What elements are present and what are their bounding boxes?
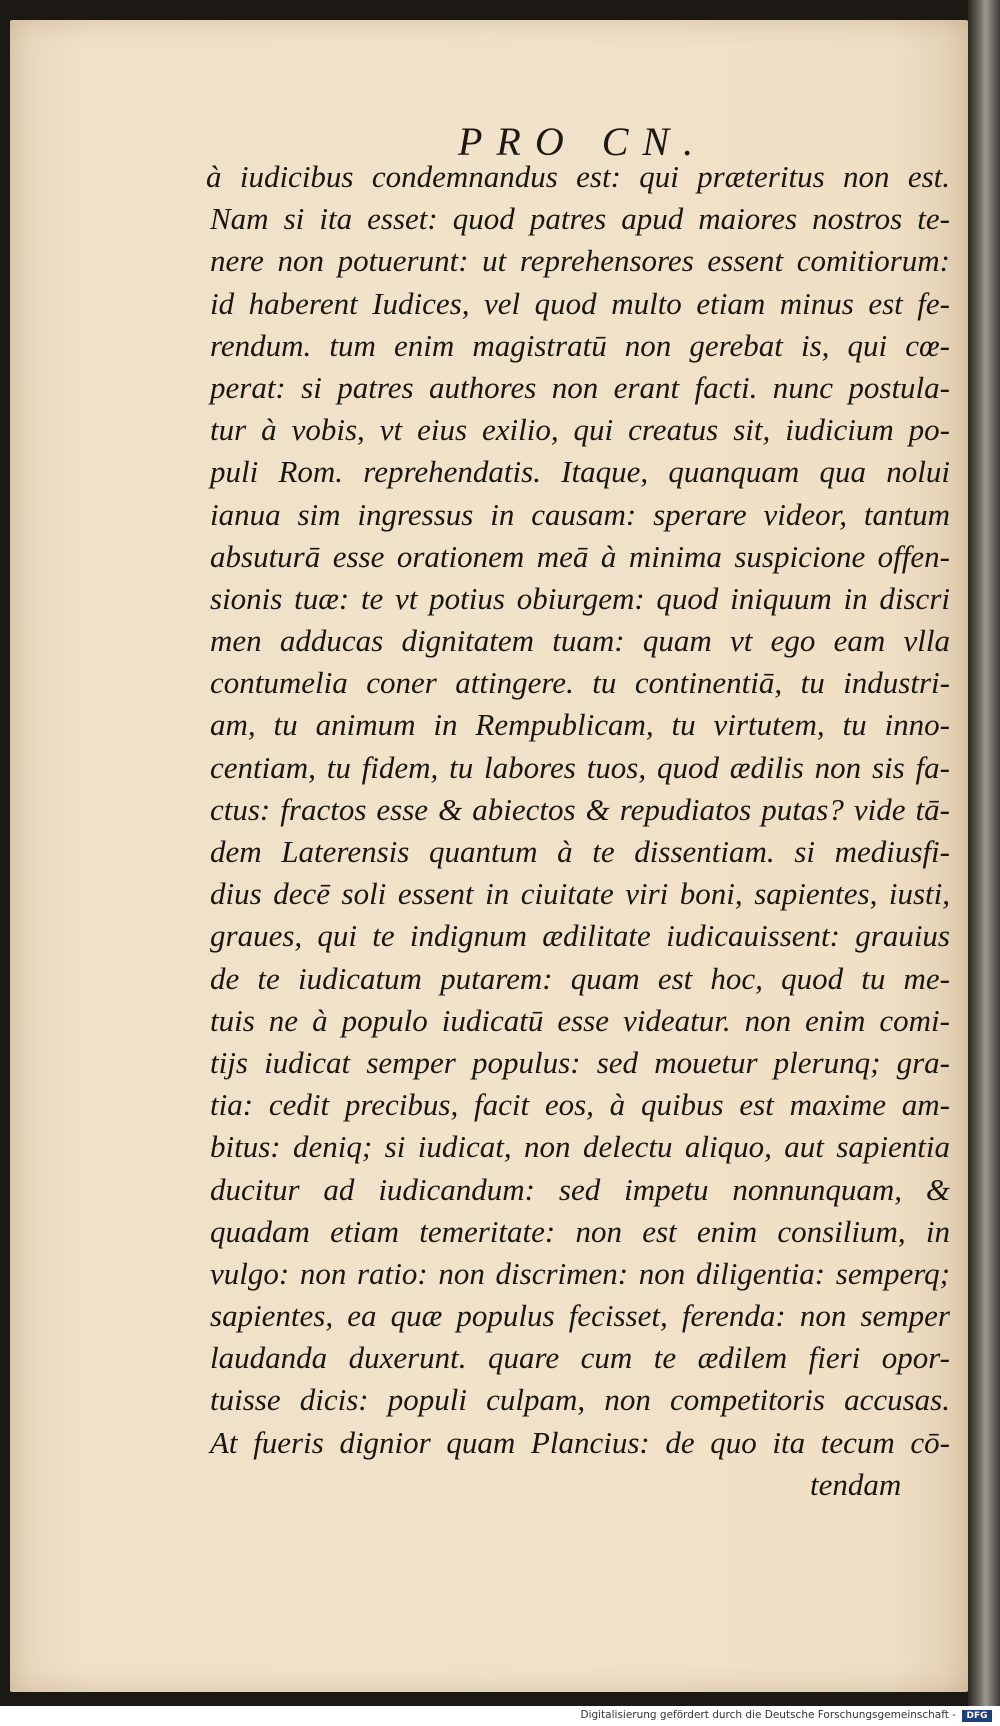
text-line: puli Rom. reprehendatis. Itaque, quanquam qua nolui [210, 454, 950, 490]
text-line: Nam si ita esset: quod patres apud maiores nostros te- [210, 201, 950, 237]
text-line: absuturā esse orationem meā à minima suspicione offen- [210, 538, 950, 574]
book-page [10, 20, 968, 1692]
footer-bar [0, 1706, 1000, 1726]
book-edge [968, 0, 1000, 1706]
text-line: tur à vobis, vt eius exilio, qui creatus sit, iudicium po- [210, 412, 950, 448]
text-line: centiam, tu fidem, tu labores tuos, quod ædilis non sis fa- [210, 749, 950, 785]
funding-credit: Digitalisierung gefördert durch die Deutsche Forschungsgemeinschaft - [580, 1709, 956, 1721]
text-line: bitus: deniq; si iudicat, non delectu aliquo, aut sapientia [210, 1129, 950, 1165]
text-line: sapientes, ea quæ populus fecisset, ferenda: non semper [210, 1298, 950, 1334]
text-line: à iudicibus condemnandus est: qui præteritus non est. [206, 159, 950, 194]
text-line: perat: si patres authores non erant facti. nunc postula- [210, 369, 950, 405]
text-line: tuisse dicis: populi culpam, non competitoris accusas. [210, 1382, 950, 1418]
text-line: tijs iudicat semper populus: sed mouetur plerunq; gra- [210, 1044, 950, 1080]
text-line: rendum. tum enim magistratū non gerebat is, qui cœ- [210, 327, 950, 363]
text-line: quadam etiam temeritate: non est enim consilium, in [210, 1213, 950, 1249]
text-line: tuis ne à populo iudicatū esse videatur. non enim comi- [210, 1002, 950, 1038]
catchword: tendam [810, 1466, 902, 1502]
text-line: ducitur ad iudicandum: sed impetu nonnunquam, & [210, 1171, 950, 1207]
text-line: ctus: fractos esse & abiectos & repudiatos putas? vide tā- [210, 791, 950, 827]
text-line: ianua sim ingressus in causam: sperare videor, tantum [210, 496, 950, 532]
body-text [206, 156, 950, 1506]
text-line: laudanda duxerunt. quare cum te ædilem fieri opor- [210, 1340, 950, 1376]
text-line: nere non potuerunt: ut reprehensores essent comitiorum: [210, 243, 950, 279]
text-line: sionis tuæ: te vt potius obiurgem: quod iniquum in discri [210, 580, 950, 616]
text-line: graues, qui te indignum ædilitate iudicauissent: grauius [210, 918, 950, 954]
text-line: contumelia coner attingere. tu continentiā, tu industri- [210, 665, 950, 701]
text-line: tia: cedit precibus, facit eos, à quibus est maxime am- [210, 1087, 950, 1123]
text-line: am, tu animum in Rempublicam, tu virtutem, tu inno- [210, 707, 950, 743]
dfg-logo: DFG [962, 1710, 992, 1722]
text-line: dius decē soli essent in ciuitate viri boni, sapientes, iusti, [210, 876, 950, 912]
text-line: dem Laterensis quantum à te dissentiam. si mediusfi- [210, 834, 950, 869]
text-line: vulgo: non ratio: non discrimen: non diligentia: semperq; [210, 1255, 950, 1291]
text-line: men adducas dignitatem tuam: quam vt ego eam vlla [210, 623, 950, 659]
running-header: PRO CN. [458, 119, 708, 164]
text-line: id haberent Iudices, vel quod multo etiam minus est fe- [210, 285, 950, 321]
text-line: At fueris dignior quam Plancius: de quo ita tecum cō- [210, 1424, 950, 1460]
text-line: de te iudicatum putarem: quam est hoc, quod tu me- [210, 960, 950, 996]
